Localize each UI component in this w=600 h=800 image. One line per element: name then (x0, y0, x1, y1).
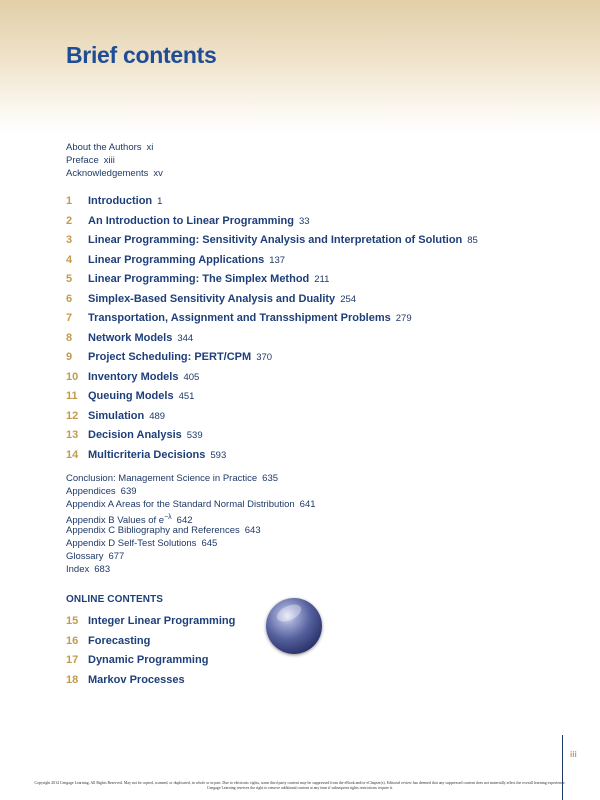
chapter-entry[interactable] (66, 407, 478, 427)
chapter-page: 489 (149, 410, 166, 422)
chapter-title: Integer Linear Programming (88, 615, 236, 627)
back-matter-label: Appendix C Bibliography and References (66, 525, 240, 536)
chapter-number: 6 (66, 292, 73, 305)
chapter-page: 211 (314, 274, 330, 285)
chapter-number: 1 (66, 195, 73, 207)
exponent-superscript: −λ (164, 514, 172, 521)
back-matter-item[interactable] (66, 472, 316, 485)
back-matter-page: 639 (120, 486, 137, 497)
chapter-title: Inventory Models (88, 370, 179, 383)
chapter-number: 13 (66, 429, 79, 441)
chapter-entry[interactable] (66, 309, 478, 329)
back-matter-item[interactable] (66, 511, 316, 524)
chapter-title: Dynamic Programming (88, 654, 209, 666)
chapter-page: 137 (269, 254, 286, 266)
chapter-title: An Introduction to Linear Programming (88, 214, 294, 227)
chapter-number: 14 (66, 448, 79, 461)
chapter-page: 1 (157, 196, 163, 207)
chapter-page: 85 (467, 235, 478, 246)
back-matter-item[interactable] (66, 537, 316, 550)
front-matter-label: Preface (66, 155, 99, 166)
back-matter-page: 641 (299, 499, 316, 510)
back-matter-page: 645 (201, 538, 218, 549)
back-matter-label: Conclusion: Management Science in Practice (66, 473, 258, 484)
chapter-number: 9 (66, 351, 73, 363)
front-matter-item[interactable] (66, 154, 163, 167)
back-matter-label: Appendix A Areas for the Standard Normal Distribution (66, 499, 295, 510)
chapter-number: 10 (66, 370, 79, 383)
chapter-title: Simplex-Based Sensitivity Analysis and Duality (88, 292, 336, 305)
chapter-number: 16 (66, 634, 79, 647)
chapter-number: 8 (66, 331, 73, 344)
front-matter-list (66, 141, 163, 180)
online-chapter-entry[interactable] (66, 651, 235, 671)
back-matter-item[interactable] (66, 524, 316, 537)
front-matter-page: xiii (103, 155, 115, 166)
back-matter-label: Index (66, 564, 90, 575)
chapter-title: Project Scheduling: PERT/CPM (88, 351, 252, 363)
back-matter-page: 635 (262, 473, 279, 484)
chapter-entry[interactable] (66, 270, 478, 290)
front-matter-item[interactable] (66, 141, 163, 154)
chapter-title: Introduction (88, 195, 153, 207)
chapter-number: 17 (66, 654, 79, 666)
chapter-number: 7 (66, 312, 73, 324)
back-matter-item[interactable] (66, 550, 316, 563)
copyright-notice: Copyright 2014 Cengage Learning. All Rights Reserved. May not be copied, scanned, or duplicated, in whole or in part. Due to electronic rights, some third party content may be suppressed from the eBook and/or eChapter(s). Editorial review has deemed that any suppressed content does not materially affect the overall learning experience. Cengage Learning reserves the right to remove additional content at any time if subsequent rights restrictions require it. (34, 781, 566, 790)
chapter-entry[interactable] (66, 446, 478, 466)
back-matter-label: Appendix B Values of e (66, 515, 165, 526)
online-chapter-entry[interactable] (66, 632, 235, 652)
chapter-page: 451 (178, 391, 195, 402)
page-title: Brief contents (66, 42, 217, 68)
online-chapter-entry[interactable] (66, 671, 235, 691)
chapter-entry[interactable] (66, 329, 478, 349)
chapter-title: Network Models (88, 331, 173, 344)
chapter-page: 405 (183, 371, 200, 383)
chapter-title: Decision Analysis (88, 429, 182, 441)
back-matter-label: Glossary (66, 551, 104, 562)
back-matter-label: Appendix D Self-Test Solutions (66, 538, 197, 549)
chapter-entry[interactable] (66, 192, 478, 212)
back-matter-item[interactable] (66, 563, 316, 576)
chapter-entry[interactable] (66, 426, 478, 446)
chapter-title: Forecasting (88, 634, 151, 647)
page-number: iii (570, 750, 577, 759)
online-contents-heading: ONLINE CONTENTS (66, 594, 164, 605)
chapter-entry[interactable] (66, 387, 478, 407)
back-matter-item[interactable] (66, 498, 316, 511)
chapter-entry[interactable] (66, 251, 478, 271)
chapter-title: Queuing Models (88, 390, 174, 402)
online-chapter-list (66, 612, 235, 690)
chapter-title: Linear Programming: The Simplex Method (88, 273, 310, 285)
chapter-title: Linear Programming Applications (88, 253, 265, 266)
chapter-title: Multicriteria Decisions (88, 448, 206, 461)
chapter-number: 4 (66, 253, 73, 266)
front-matter-label: Acknowledgements (66, 168, 149, 179)
chapter-number: 15 (66, 615, 79, 627)
chapter-page: 344 (177, 332, 194, 344)
cd-disc-icon (266, 598, 322, 654)
front-matter-page: xv (153, 168, 163, 179)
chapter-title: Linear Programming: Sensitivity Analysis and Interpretation of Solution (88, 234, 463, 246)
back-matter-item[interactable] (66, 485, 316, 498)
back-matter-page: 642 (176, 515, 193, 526)
chapter-entry[interactable] (66, 348, 478, 368)
chapter-page: 539 (186, 430, 203, 441)
back-matter-page: 643 (244, 525, 261, 536)
chapter-entry[interactable] (66, 212, 478, 232)
back-matter-label: Appendices (66, 486, 116, 497)
chapter-entry[interactable] (66, 290, 478, 310)
chapter-number: 12 (66, 409, 79, 422)
chapter-list (66, 192, 478, 465)
chapter-title: Simulation (88, 409, 145, 422)
chapter-number: 3 (66, 234, 73, 246)
chapter-page: 279 (395, 313, 412, 324)
back-matter-page: 677 (108, 551, 125, 562)
chapter-title: Transportation, Assignment and Transshipment Problems (88, 312, 391, 324)
chapter-entry[interactable] (66, 231, 478, 251)
chapter-number: 5 (66, 273, 73, 285)
chapter-number: 11 (66, 390, 78, 402)
chapter-title: Markov Processes (88, 673, 185, 686)
back-matter-list (66, 472, 316, 576)
front-matter-page: xi (146, 142, 154, 153)
front-matter-item[interactable] (66, 167, 163, 180)
chapter-page: 254 (340, 293, 357, 305)
chapter-page: 370 (256, 352, 273, 363)
chapter-entry[interactable] (66, 368, 478, 388)
front-matter-label: About the Authors (66, 142, 142, 153)
chapter-number: 18 (66, 673, 79, 686)
online-chapter-entry[interactable] (66, 612, 235, 632)
chapter-page: 33 (298, 215, 310, 227)
chapter-page: 593 (210, 449, 227, 461)
chapter-number: 2 (66, 214, 73, 227)
back-matter-page: 683 (94, 564, 111, 575)
